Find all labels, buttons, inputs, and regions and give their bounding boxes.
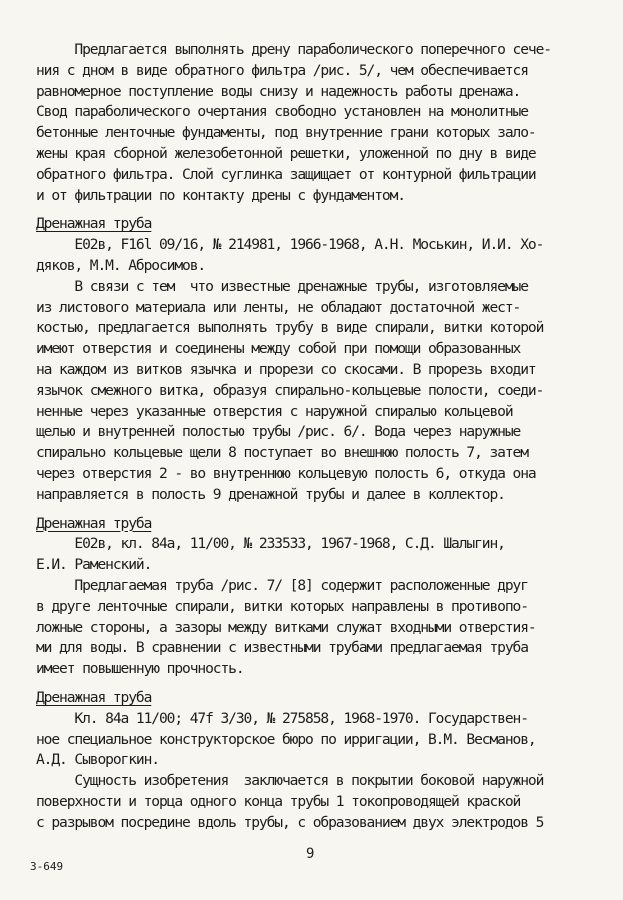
text-line: ное специальное конструкторское бюро по ирригации, В.М. Весманов,: [36, 730, 536, 748]
paragraph: [36, 534, 596, 680]
section-heading: [36, 688, 596, 709]
text-line: ми для воды. В сравнении с известными трубами предлагаемая труба: [36, 639, 528, 657]
page-body: [36, 40, 596, 833]
text-line: А.Д. Сыворогкин.: [36, 751, 159, 769]
paragraph: [36, 235, 596, 505]
paragraph: [36, 40, 596, 206]
text-line: Предлагаемая труба /рис. 7/ [8] содержит расположенные друг: [36, 576, 528, 594]
text-line: равномерное поступление воды снизу и надежность работы дренажа.: [36, 82, 521, 100]
text-line: Кл. 84а 11/00; 47f 3/30, № 275858, 1968-1970. Государствен-: [36, 709, 528, 727]
text-line: Предлагается выполнять дрену параболического поперечного сече-: [36, 41, 551, 58]
text-line: Сущность изобретения заключается в покрытии боковой наружной: [36, 772, 544, 790]
text-line: жены края сборной железобетонной решетки, уложенной по дну в виде: [36, 144, 536, 162]
text-line: на каждом из витков язычка и прорези со скосами. В прорезь входит: [36, 360, 536, 378]
heading-text: Дренажная труба: [36, 514, 152, 532]
text-line: Е02в, F16l 09/16, № 214981, 1966-1968, А.Н. Моськин, И.И. Хо-: [36, 236, 544, 254]
text-line: из листового материала или ленты, не обладают достаточной жест-: [36, 298, 521, 316]
page-number: 9: [306, 846, 315, 862]
text-line: обратного фильтра. Слой суглинка защищает от контурной фильтрации: [36, 165, 536, 183]
text-line: костью, предлагается выполнять трубу в виде спирали, витки которой: [36, 319, 544, 337]
text-line: и от фильтрации по контакту дрены с фундаментом.: [36, 186, 405, 204]
print-code: 3-649: [30, 860, 64, 873]
text-line: с разрывом посредине вдоль трубы, с образованием двух электродов 5: [36, 813, 544, 831]
text-line: В связи с тем что известные дренажные трубы, изготовляемые: [36, 277, 528, 295]
paragraph: [36, 709, 596, 834]
text-line: имеет повышенную прочность.: [36, 660, 244, 678]
text-line: дяков, М.М. Абросимов.: [36, 256, 206, 274]
text-line: направляется в полость 9 дренажной трубы и далее в коллектор.: [36, 485, 505, 503]
text-line: Е02в, кл. 84а, 11/00, № 233533, 1967-1968, С.Д. Шалыгин,: [36, 535, 505, 553]
text-line: имеют отверстия и соединены между собой при помощи образованных: [36, 340, 521, 358]
text-line: Е.И. Раменский.: [36, 556, 152, 574]
section-heading: [36, 514, 596, 535]
heading-text: Дренажная труба: [36, 688, 152, 706]
text-line: поверхности и торца одного конца трубы 1 токопроводящей краской: [36, 792, 521, 810]
text-line: ненные через указанные отверстия с наружной спиралью кольцевой: [36, 402, 513, 420]
text-line: ния с дном в виде обратного фильтра /рис. 5/, чем обеспечивается: [36, 61, 528, 79]
heading-text: Дренажная труба: [36, 215, 152, 233]
section-heading: [36, 214, 596, 235]
text-line: бетонные ленточные фундаменты, под внутренние грани которых зало-: [36, 124, 536, 142]
text-line: спирально кольцевые щели 8 поступает во внешнюю полость 7, затем: [36, 444, 528, 462]
text-line: Свод параболического очертания свободно установлен на монолитные: [36, 103, 528, 121]
text-line: через отверстия 2 - во внутреннюю кольцевую полость 6, откуда она: [36, 464, 536, 482]
text-line: в друге ленточные спирали, витки которых направлены в противопо-: [36, 597, 528, 615]
text-line: ложные стороны, а зазоры между витками служат входными отверстия-: [36, 618, 536, 636]
text-line: язычок смежного витка, образуя спирально-кольцевые полости, соеди-: [36, 381, 544, 399]
text-line: щелью и внутренней полостью трубы /рис. 6/. Вода через наружные: [36, 423, 521, 441]
